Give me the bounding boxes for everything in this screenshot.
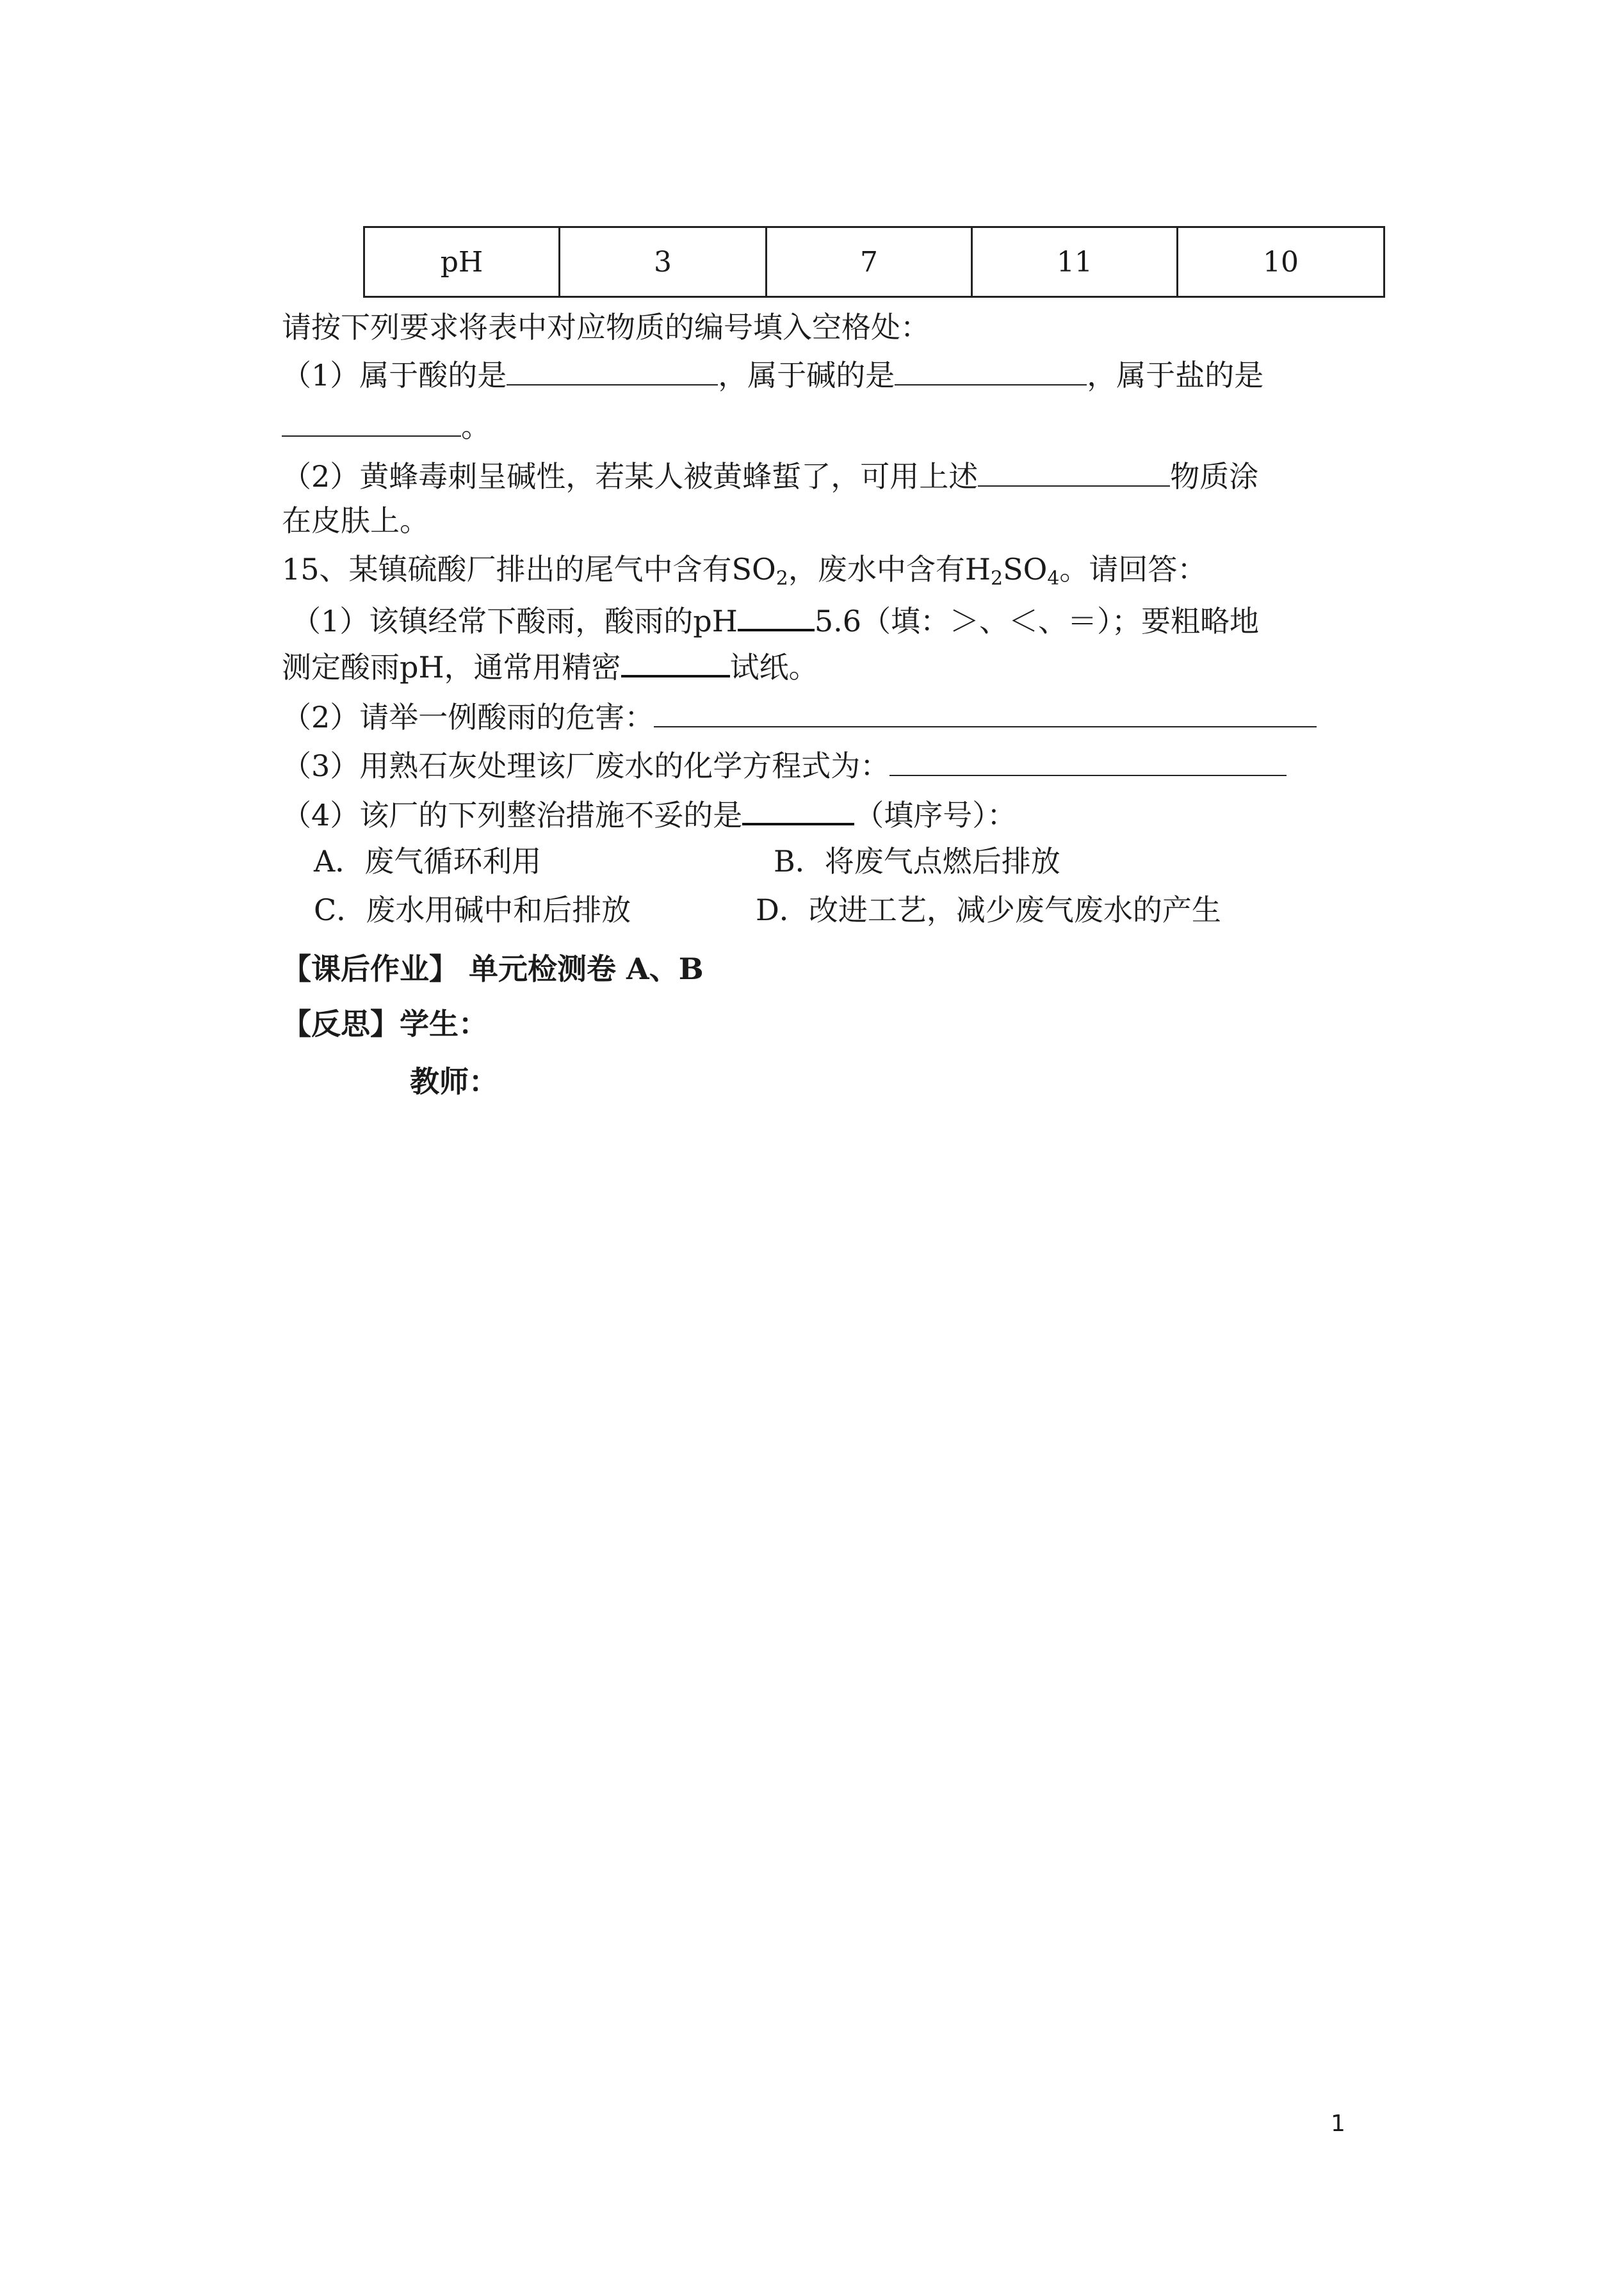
option-a: A．废气循环利用 — [314, 844, 542, 879]
q1-blank-acid[interactable] — [507, 359, 718, 385]
instruction-text: 请按下列要求将表中对应物质的编号填入空格处： — [282, 310, 930, 345]
q1-text-b: ，属于碱的是 — [718, 358, 895, 393]
reflection-teacher: 教师： — [410, 1064, 498, 1099]
page-number: 1 — [1331, 2111, 1345, 2137]
table-header-cell: pH — [364, 227, 560, 297]
q15-p4-text-a: （4）该厂的下列整治措施不妥的是 — [282, 798, 743, 832]
table-cell: 7 — [767, 227, 972, 297]
q1-blank-base[interactable] — [895, 359, 1087, 385]
q15-p3-blank[interactable] — [889, 749, 1287, 776]
q1-text-c: ，属于盐的是 — [1087, 358, 1264, 393]
option-d: D．改进工艺，减少废气废水的产生 — [756, 893, 1221, 927]
question-15-intro — [282, 552, 1207, 590]
q1-text-a: （1）属于酸的是 — [282, 358, 507, 393]
question-15-part-1-line2 — [282, 649, 818, 685]
table-cell: 10 — [1178, 227, 1384, 297]
q15-p1-text-b: 5.6（填：＞、＜、＝）；要粗略地 — [814, 604, 1259, 638]
question-2-line2: 在皮肤上。 — [282, 503, 429, 538]
question-15-part-4 — [282, 797, 1016, 830]
q1-blank-salt[interactable] — [282, 410, 461, 437]
question-15-part-3 — [282, 749, 1287, 781]
q15-sub: 2 — [775, 567, 788, 590]
q15-p1-line2-text-b: 试纸。 — [729, 650, 818, 685]
q15-intro-a: 15、某镇硫酸厂排出的尾气中含有SO — [282, 552, 776, 587]
question-1-line2 — [282, 409, 491, 444]
q15-p2-blank[interactable] — [654, 701, 1317, 727]
q15-sub: 2 — [990, 567, 1003, 590]
q15-p2-text: （2）请举一例酸雨的危害： — [282, 700, 654, 734]
q15-p1-blank-paper[interactable] — [621, 649, 730, 677]
question-1 — [282, 358, 1264, 393]
q15-intro-d: 。请回答： — [1059, 552, 1207, 587]
option-b: B．将废气点燃后排放 — [774, 844, 1060, 879]
q2-text-b: 物质涂 — [1170, 459, 1259, 494]
q15-p4-text-b: （填序号）： — [854, 798, 1017, 832]
q15-p4-blank[interactable] — [742, 797, 854, 825]
q15-p1-blank-compare[interactable] — [738, 603, 815, 631]
q15-p3-text: （3）用熟石灰处理该厂废水的化学方程式为： — [282, 749, 890, 783]
question-15-part-1 — [291, 603, 1259, 636]
q15-p1-text-a: （1）该镇经常下酸雨，酸雨的pH — [291, 604, 738, 638]
homework-heading: 【课后作业】 单元检测卷 A、B — [282, 952, 704, 986]
q15-sub: 4 — [1047, 567, 1060, 590]
q15-intro-c: SO — [1003, 552, 1048, 587]
reflection-heading: 【反思】学生： — [282, 1007, 488, 1041]
table-row — [364, 227, 1384, 297]
q2-blank[interactable] — [978, 460, 1170, 487]
q15-p1-line2-text-a: 测定酸雨pH，通常用精密 — [282, 650, 621, 685]
q1-end: 。 — [461, 409, 491, 444]
table-cell: 3 — [560, 227, 767, 297]
q2-text-a: （2）黄蜂毒刺呈碱性，若某人被黄蜂蜇了，可用上述 — [282, 459, 978, 494]
q15-intro-b: ，废水中含有H — [788, 552, 991, 587]
ph-table — [363, 226, 1385, 298]
question-15-part-2 — [282, 701, 1317, 732]
option-c: C．废水用碱中和后排放 — [314, 893, 631, 927]
question-2 — [282, 459, 1259, 494]
table-cell: 11 — [972, 227, 1178, 297]
